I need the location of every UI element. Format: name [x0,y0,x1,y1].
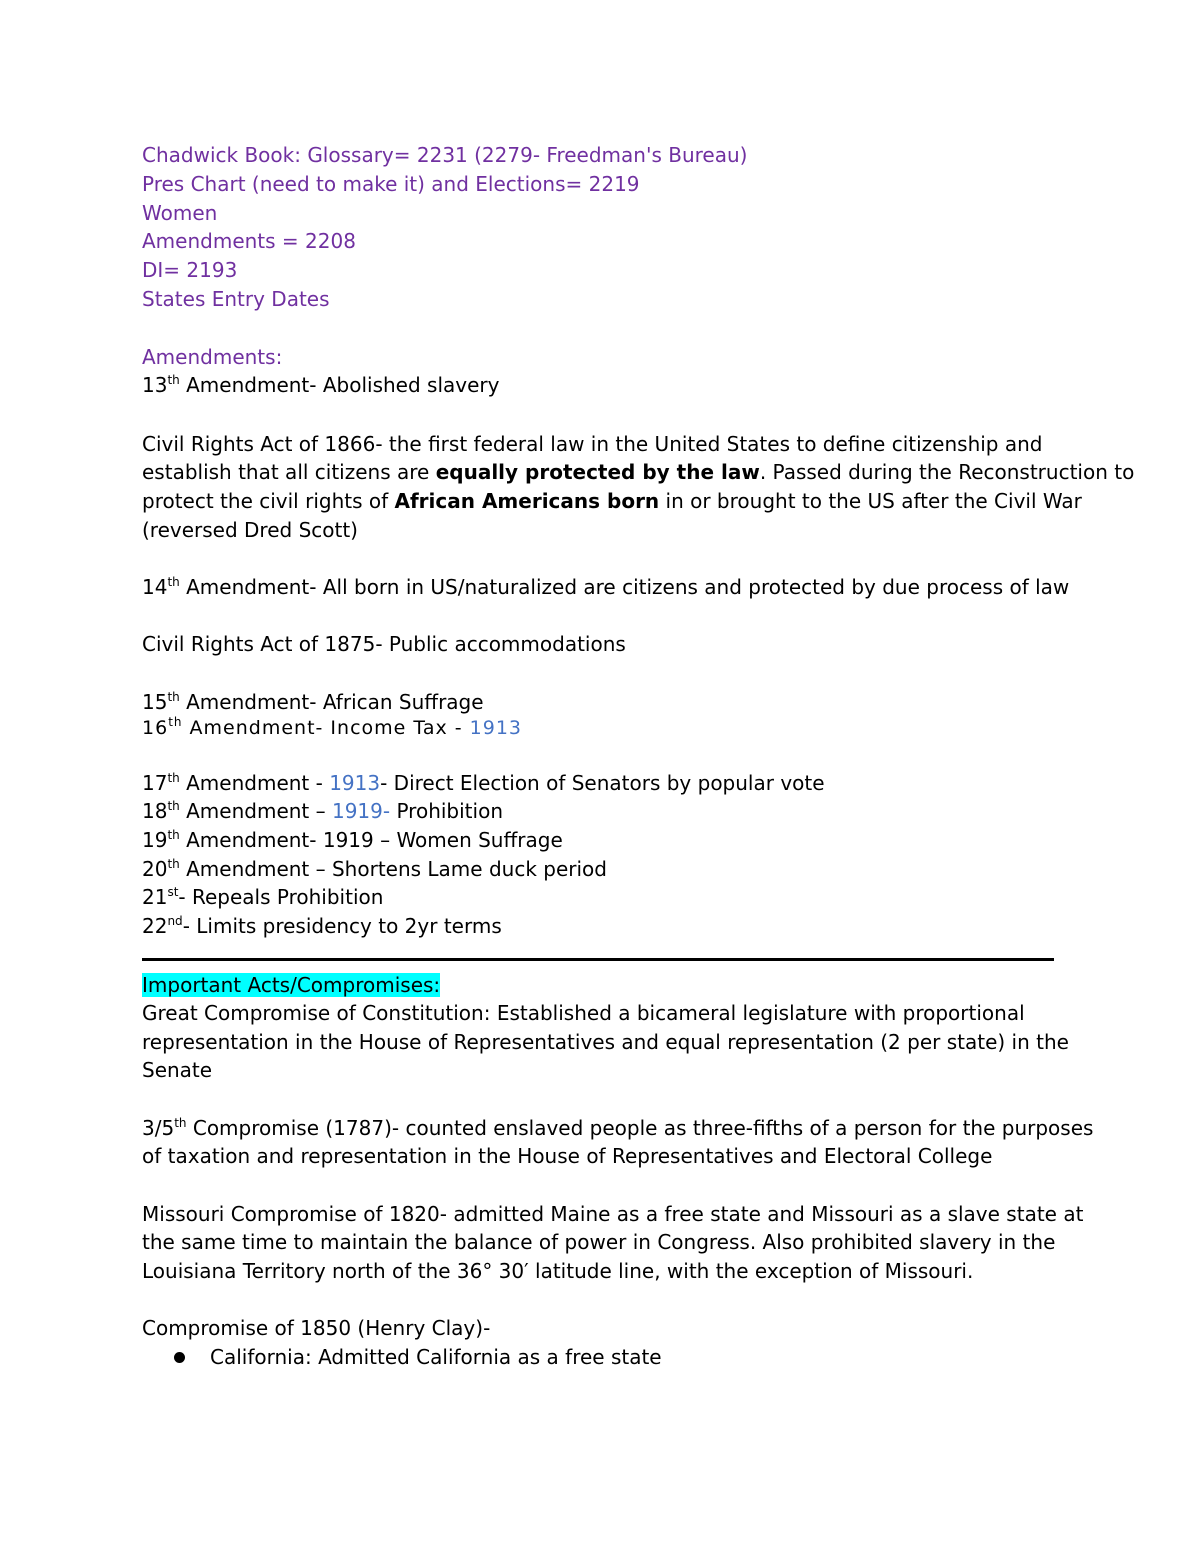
cra-1866-line-3 [142,488,1082,514]
amendment-18 [142,798,503,824]
ordinal-suffix: th [167,799,180,813]
cra-1866-text: the first federal law in the United States to define citizenship and [382,432,1043,456]
amendment-text: Prohibition [390,799,503,823]
cra-1866-emphasis: equally protected by the law [435,460,760,484]
amendment-text: Amendment- All born in US/naturalized are citizens and protected by due process of law [179,575,1070,599]
amendment-text: - Limits presidency to 2yr terms [182,914,502,938]
amendment-14 [142,574,1069,600]
header-line-di: DI= 2193 [142,258,238,282]
ordinal-suffix: st [167,885,179,899]
missouri-line-1 [142,1201,1083,1227]
amendment-number: 15 [142,690,168,714]
acts-heading [142,972,440,998]
amendment-text: Amendment- African Suffrage [179,690,484,714]
amendment-text: Amendment - [179,771,330,795]
cra-1866-emphasis: African Americans born [394,489,660,513]
amendment-16 [142,715,522,741]
amendment-number: 20 [142,857,168,881]
header-line-glossary: Chadwick Book: Glossary= 2231 (2279- Freedman's Bureau) [142,143,748,167]
amendment-text: Amendment – Shortens Lame duck period [179,857,607,881]
amendment-year: 1919- [331,799,391,823]
amendment-20 [142,856,607,882]
missouri-line-2: the same time to maintain the balance of power in Congress. Also prohibited slavery in the [142,1230,1056,1254]
header-line-states: States Entry Dates [142,287,330,311]
amendment-number: 22 [142,914,168,938]
amendment-number: 21 [142,885,168,909]
header-line-pres-chart: Pres Chart (need to make it) and Elections= 2219 [142,172,640,196]
header-line-amendments: Amendments = 2208 [142,229,356,253]
ordinal-suffix: th [167,575,180,589]
cra-1866-text: in or brought to the US after the Civil War [659,489,1082,513]
three-fifths-line-2: of taxation and representation in the House of Representatives and Electoral College [142,1144,993,1168]
great-compromise-title: Great Compromise of Constitution: [142,1001,491,1025]
ordinal-suffix: nd [167,914,183,928]
amendment-text: Amendment- 1919 – Women Suffrage [179,828,563,852]
cra-1866-text: protect the civil rights of [142,489,395,513]
ordinal-suffix: th [167,690,180,704]
three-fifths-text: counted enslaved people as three-fifths of a person for the purposes [399,1116,1094,1140]
compromise-1850-title: Compromise of 1850 (Henry Clay)- [142,1316,491,1340]
ordinal-suffix: th [167,857,180,871]
header-line-women: Women [142,201,218,225]
amendment-text: Amendment- Income Tax - [182,717,470,739]
ordinal-suffix: th [167,771,180,785]
cra-1866-text: establish that all citizens are [142,460,436,484]
three-fifths-number: 3/5 [142,1116,175,1140]
amendment-19 [142,827,563,853]
amendment-15 [142,689,484,715]
ordinal-suffix: th [167,373,180,387]
ordinal-suffix: th [167,828,180,842]
great-compromise-text: Established a bicameral legislature with proportional [490,1001,1025,1025]
cra-1875: Civil Rights Act of 1875- Public accommodations [142,632,626,656]
ordinal-suffix: th [174,1116,187,1130]
bullet-icon [174,1352,185,1363]
three-fifths-title: Compromise (1787)- [186,1116,400,1140]
amendment-number: 17 [142,771,168,795]
three-fifths-line-1 [142,1115,1093,1141]
cra-1866-title: Civil Rights Act of 1866- [142,432,383,456]
missouri-line-3: Louisiana Territory north of the 36° 30′ latitude line, with the exception of Missouri. [142,1259,974,1283]
amendment-number: 19 [142,828,168,852]
compromise-1850-bullet-california: California: Admitted California as a free state [210,1345,662,1369]
cra-1866-text: . Passed during the Reconstruction to [759,460,1135,484]
amendment-number: 18 [142,799,168,823]
amendment-22 [142,913,502,939]
ordinal-suffix: th [168,715,183,729]
great-compromise-line-2: representation in the House of Representatives and equal representation (2 per state) in the [142,1030,1069,1054]
amendment-number: 16 [142,717,169,739]
amendments-heading: Amendments: [142,345,283,369]
cra-1866-line-1 [142,431,1042,457]
missouri-text: admitted Maine as a free state and Missouri as a slave state at [446,1202,1084,1226]
amendment-21 [142,884,383,910]
cra-1866-line-4: (reversed Dred Scott) [142,518,358,542]
amendment-text: - Direct Election of Senators by popular vote [380,771,825,795]
great-compromise-line-3: Senate [142,1058,213,1082]
amendment-year: 1913 [469,717,523,739]
amendment-17 [142,770,825,796]
amendment-year: 1913 [329,771,381,795]
missouri-title: Missouri Compromise of 1820- [142,1202,447,1226]
amendment-number: 13 [142,373,168,397]
great-compromise-line-1 [142,1000,1025,1026]
horizontal-divider [142,958,1054,961]
amendment-number: 14 [142,575,168,599]
acts-heading-highlight: Important Acts/Compromises: [142,973,441,997]
amendment-text: Amendment – [179,799,332,823]
cra-1866-line-2 [142,459,1134,485]
amendment-13 [142,372,499,398]
amendment-text: - Repeals Prohibition [178,885,384,909]
amendment-text: Amendment- Abolished slavery [179,373,500,397]
